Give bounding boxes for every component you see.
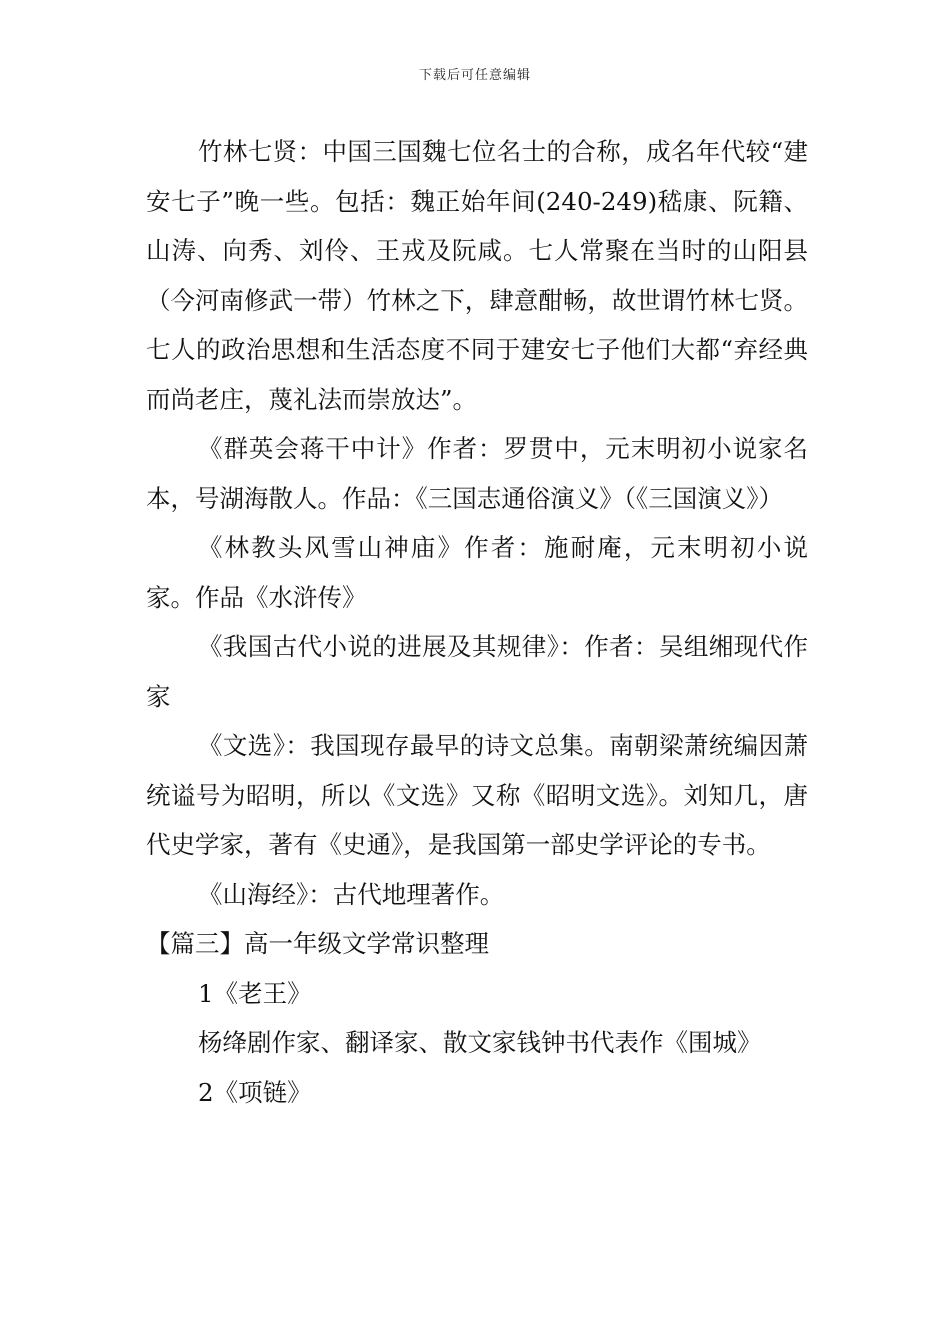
paragraph-lin-jiaotou: 《林教头风雪山神庙》作者：施耐庵，元末明初小说家。作品《水浒传》 xyxy=(146,533,808,612)
section-heading: 【篇三】高一年级文学常识整理 xyxy=(146,929,489,958)
paragraph-wenxuan: 《文选》：我国现存最早的诗文总集。南朝梁萧统编因萧统谥号为昭明，所以《文选》又称《昭明文选》。刘知几，唐代史学家，著有《史通》，是我国第一部史学评论的专书。 xyxy=(146,731,808,859)
paragraph-qunyinghui: 《群英会蒋干中计》作者：罗贯中，元末明初小说家名本，号湖海散人。作品：《三国志通俗演义》（《三国演义》） xyxy=(146,434,808,513)
paragraph-ancient-novel: 《我国古代小说的进展及其规律》：作者：吴组缃现代作家 xyxy=(146,632,808,711)
document-body xyxy=(146,127,808,1117)
list-item: 1《老王》 xyxy=(198,978,312,1008)
list-item: 2《项链》 xyxy=(198,1077,312,1107)
paragraph-bamboo-seven-sages: 竹林七贤：中国三国魏七位名士的合称，成名年代较“建安七子”晚一些。包括：魏正始年间(240-249)嵇康、阮籍、山涛、向秀、刘伶、王戎及阮咸。七人常聚在当时的山阳县（今河南修武一带）竹林之下，肆意酣畅，故世谓竹林七贤。七人的政治思想和生活态度不同于建安七子他们大都“弃经典而尚老庄，蔑礼法而崇放达”。 xyxy=(146,137,808,414)
paragraph-shanhaijing: 《山海经》：古代地理著作。 xyxy=(198,879,505,909)
list-item: 杨绛剧作家、翻译家、散文家钱钟书代表作《围城》 xyxy=(198,1028,762,1057)
page-header: 下载后可任意编辑 xyxy=(418,68,531,83)
